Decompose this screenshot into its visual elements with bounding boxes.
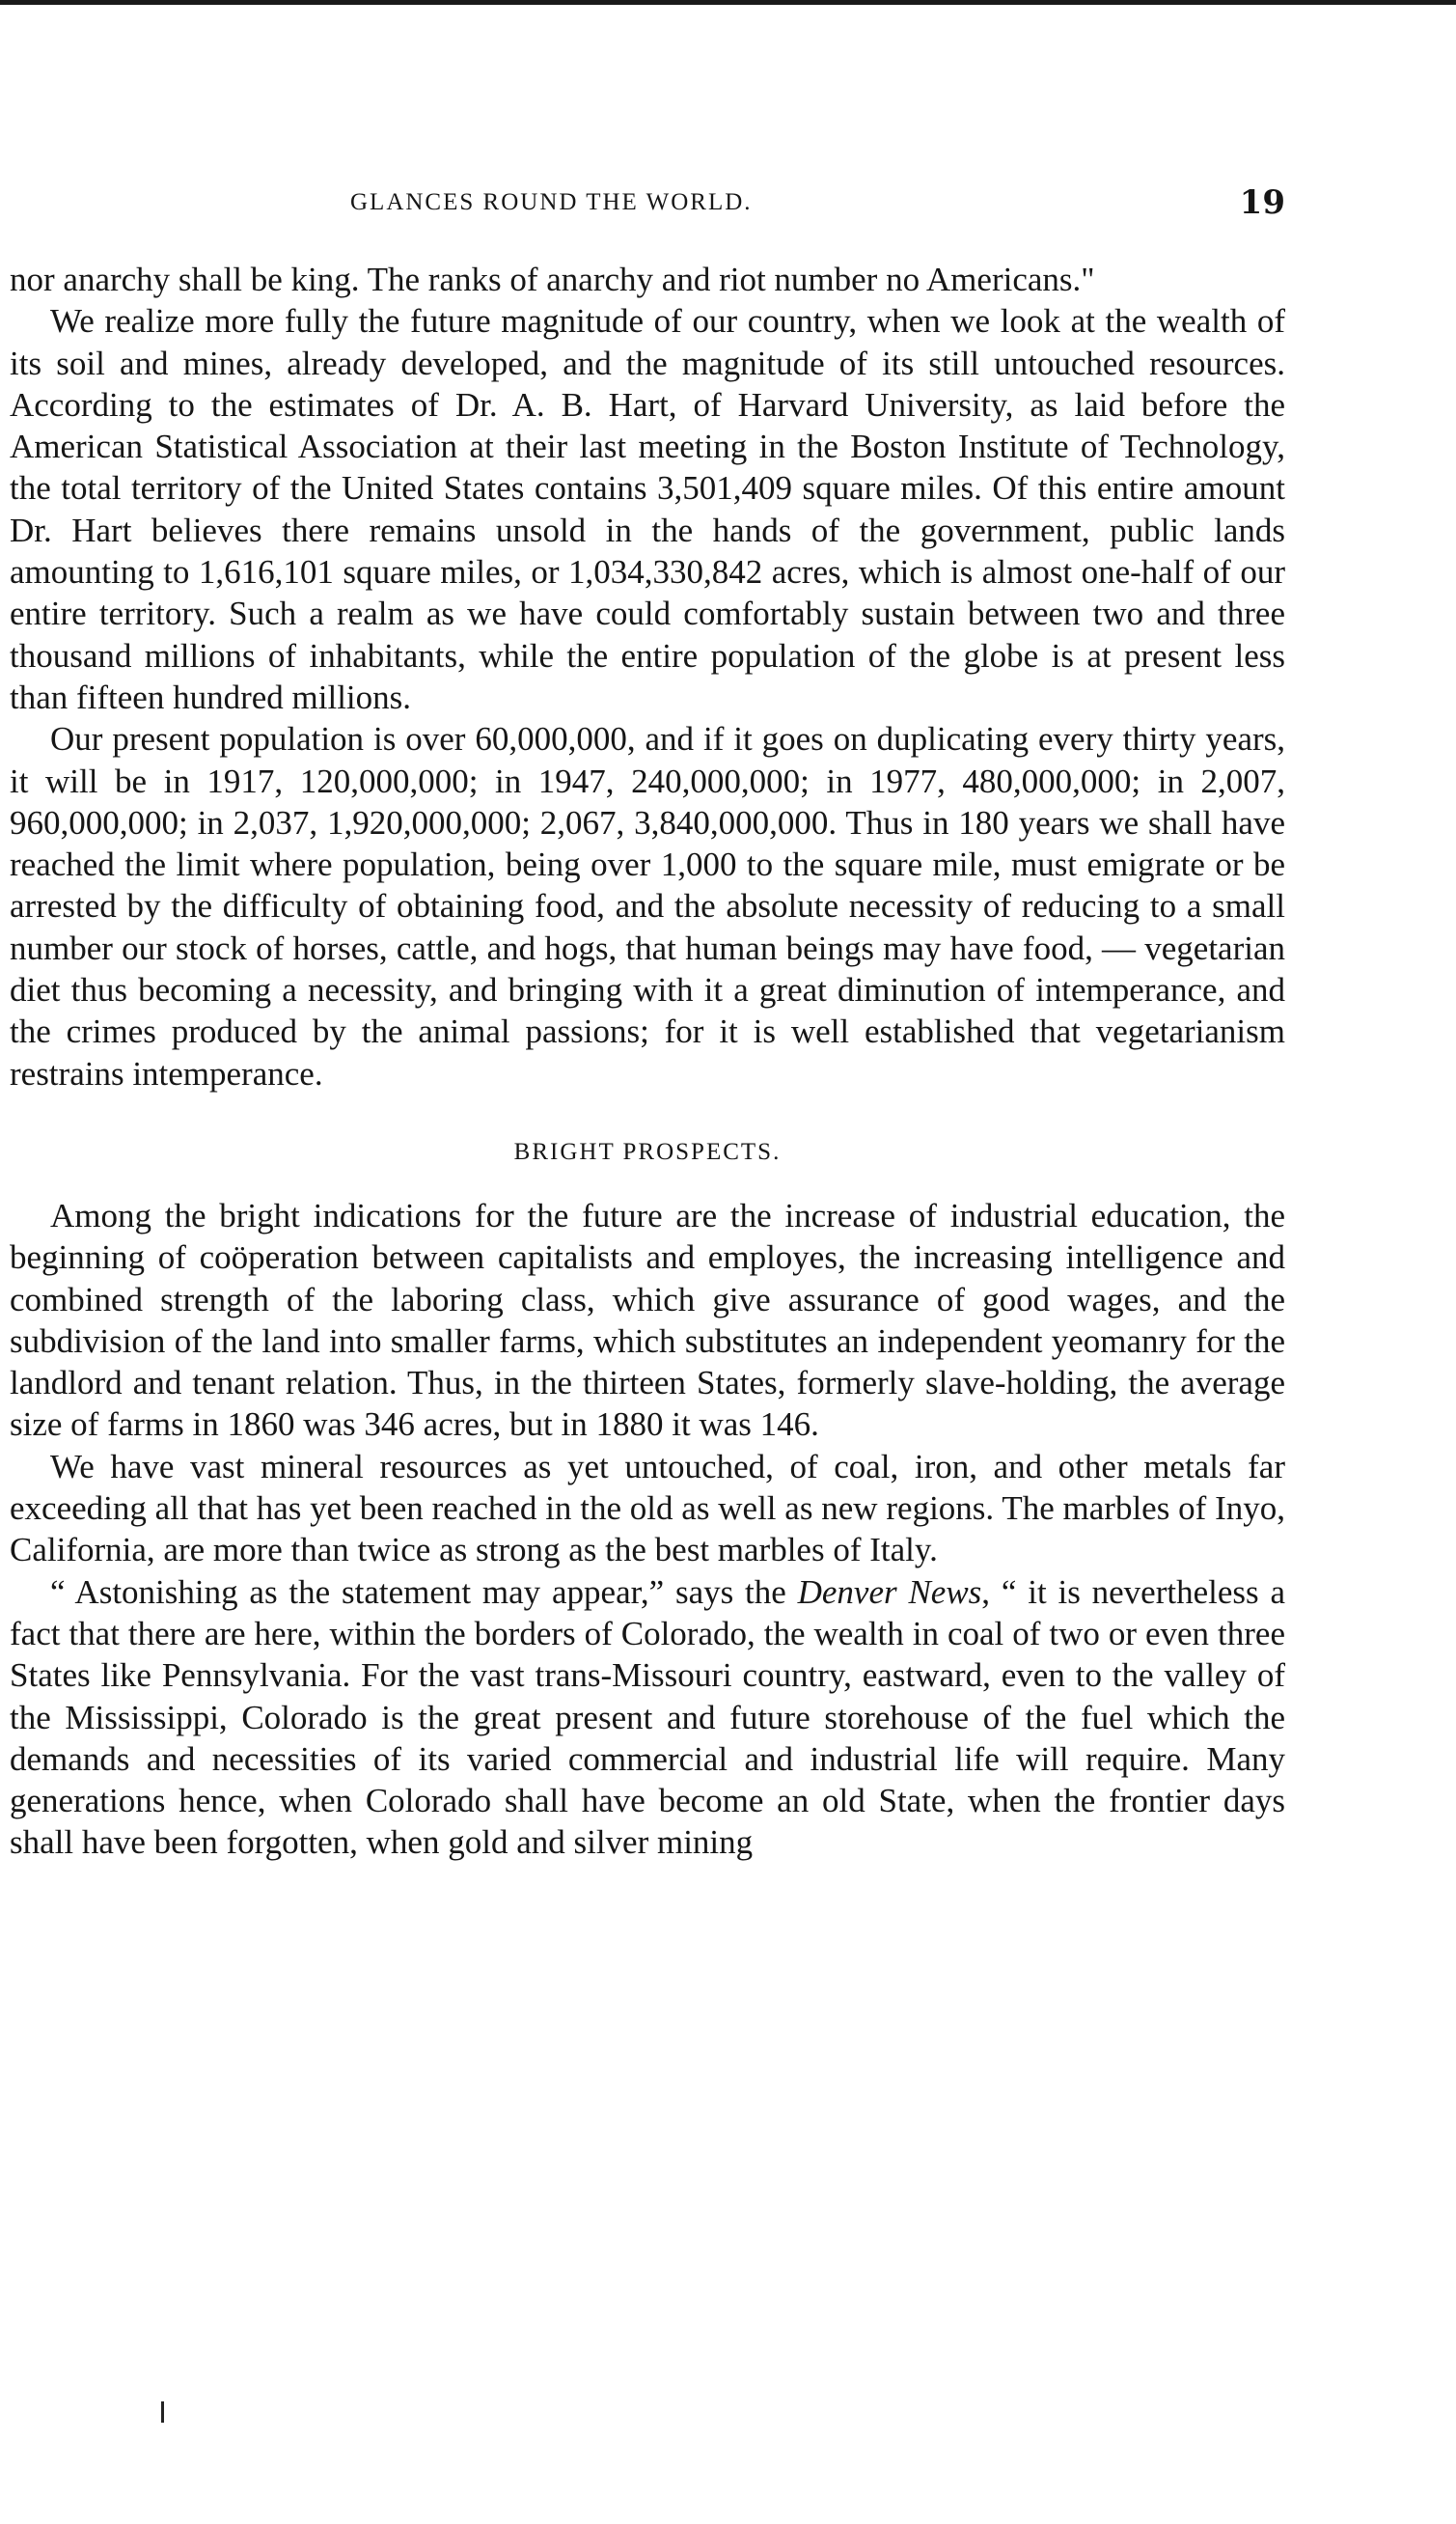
running-title: GLANCES ROUND THE WORLD. — [350, 189, 753, 215]
section-heading: BRIGHT PROSPECTS. — [513, 1138, 782, 1165]
running-head — [10, 183, 1285, 220]
quote-body: , “ it is nevertheless a fact that there are here, within the borders of Colorado, the wealth in coal of two or even three States like Pennsylvania. For the vast trans-Missouri country, eastward, even to the valley of the Mississippi, Colorado is the great present and future storehouse of the fuel which the demands and necessities of its varied commercial and industrial life will require. Many generations hence, when Colorado shall have become an old State, when the frontier days shall have been forgotten, when gold and silver mining — [10, 1572, 1285, 1862]
top-edge-rule — [0, 0, 1456, 5]
paragraph-mineral-resources: We have vast mineral resources as yet untouched, of coal, iron, and other metals far exceeding all that has yet been reached in the old as well as new regions. The marbles of Inyo, California, are more than twice as strong as the best marbles of Italy. — [10, 1447, 1285, 1569]
paragraph-denver-news-quote — [10, 1571, 1285, 1864]
book-page — [10, 183, 1285, 1864]
paragraph-territory: We realize more fully the future magnitude of our country, when we look at the wealth of its soil and mines, already developed, and the magnitude of its still untouched resources. According to the estimates of Dr. A. B. Hart, of Harvard University, as laid before the American Statistical Association at their last meeting in the Boston Institute of Technology, the total territory of the United States contains 3,501,409 square miles. Of this entire amount Dr. Hart believes there remains unsold in the hands of the government, public lands amounting to 1,616,101 square miles, or 1,034,330,842 acres, which is almost one-half of our entire territory. Such a realm as we have could comfortably sustain between two and three thousand millions of inhabitants, while the entire population of the globe is at present less than fifteen hundred millions. — [10, 302, 1285, 716]
stray-ink-mark — [161, 2401, 164, 2423]
paragraph-population: Our present population is over 60,000,000, and if it goes on duplicating every thirty years, it will be in 1917, 120,000,000; in 1947, 240,000,000; in 1977, 480,000,000; in 2,007, 960,000,000; in 2,037, 1,920,000,000; 2,067, 3,840,000,000. Thus in 180 years we shall have reached the limit where population, being over 1,000 to the square mile, must emigrate or be arrested by the difficulty of obtaining food, and the absolute necessity of reducing to a small number our stock of horses, cattle, and hogs, that human beings may have food, — vegetarian diet thus becoming a necessity, and bringing with it a great diminution of intemperance, and the crimes produced by the animal passions; for it is well established that vegetarianism restrains intemperance. — [10, 720, 1285, 1093]
paragraph-bright-indications: Among the bright indications for the future are the increase of industrial education, the beginning of coöperation between capitalists and employes, the increasing intelligence and combined strength of the laboring class, which give assurance of good wages, and the subdivision of the land into smaller farms, which substitutes an independent yeomanry for the landlord and tenant relation. Thus, in the thirteen States, formerly slave-holding, the average size of farms in 1860 was 346 acres, but in 1880 it was 146. — [10, 1196, 1285, 1444]
quote-intro: “ Astonishing as the statement may appear,” says the — [50, 1572, 798, 1611]
quote-source: Denver News — [797, 1572, 982, 1611]
body-text — [10, 259, 1285, 1864]
page-number: 19 — [1239, 183, 1285, 222]
paragraph-continued: nor anarchy shall be king. The ranks of anarchy and riot number no Americans." — [10, 261, 1095, 298]
